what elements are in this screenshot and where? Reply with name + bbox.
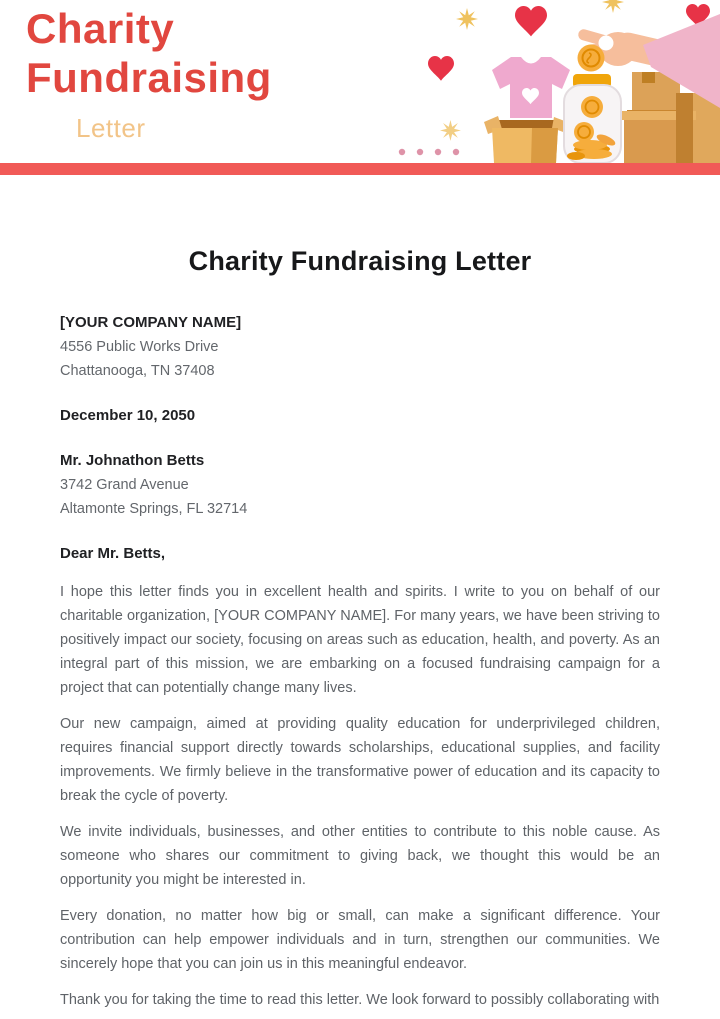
brand-title-line2: Fundraising bbox=[26, 54, 272, 101]
sender-name: [YOUR COMPANY NAME] bbox=[60, 314, 242, 331]
tshirt-icon bbox=[492, 57, 570, 118]
letter-body bbox=[0, 311, 720, 1012]
salutation: Dear Mr. Betts, bbox=[60, 545, 166, 562]
paragraph-1: I hope this letter finds you in excellent health and spirits. I write to you on behalf of our charitable organization, [YOUR COMPANY NAME]. For many years, we have been striving to positively impact our society, focusing on areas such as education, health, and poverty. As an integral part of this mission, we are embarking on a focused fundraising campaign for a project that can potentially change many lives. bbox=[60, 584, 660, 696]
recipient-name: Mr. Johnathon Betts bbox=[60, 452, 205, 469]
brand-subtitle: Letter bbox=[76, 113, 146, 143]
page-header bbox=[0, 0, 720, 175]
letter-document bbox=[0, 245, 720, 1012]
sparkle-icon bbox=[456, 8, 478, 30]
paragraph-4: Every donation, no matter how big or small, can make a significant difference. Your contribution can help empower individuals and in turn, strengthen our communities. We sincerely hope that you can join us in this meaningful endeavor. bbox=[60, 908, 660, 972]
coin-jar-icon bbox=[564, 74, 621, 163]
sender-address-line2: Chattanooga, TN 37408 bbox=[60, 363, 215, 379]
recipient-address-line2: Altamonte Springs, FL 32714 bbox=[60, 501, 248, 517]
header-divider-bar bbox=[0, 163, 720, 175]
recipient-address-line1: 3742 Grand Avenue bbox=[60, 477, 189, 493]
sender-address-line1: 4556 Public Works Drive bbox=[60, 339, 219, 355]
sender-address-block bbox=[60, 311, 660, 383]
sparkle-icon bbox=[602, 0, 624, 13]
heart-icon bbox=[515, 6, 547, 36]
heart-icon bbox=[428, 56, 454, 81]
paragraph-5: Thank you for taking the time to read this letter. We look forward to possibly collaborating with bbox=[60, 992, 660, 1008]
sparkle-icon bbox=[440, 120, 461, 141]
brand-title-line1: Charity bbox=[26, 5, 175, 52]
paragraph-3: We invite individuals, businesses, and other entities to contribute to this noble cause. As someone who shares our commitment to giving back, we thought this would be an opportunity you might be interested in. bbox=[60, 824, 660, 888]
letter-title: Charity Fundraising Letter bbox=[188, 246, 532, 276]
coin-icon bbox=[578, 45, 605, 72]
donation-box-icon bbox=[484, 116, 570, 163]
paragraph-2: Our new campaign, aimed at providing quality education for underprivileged children, requires financial support directly towards scholarships, educational supplies, and facility improvements. We firmly believe in the transformative power of education and its capacity to break the cycle of poverty. bbox=[60, 716, 660, 804]
letter-date: December 10, 2050 bbox=[60, 407, 196, 424]
dots-decoration bbox=[399, 149, 459, 155]
recipient-address-block bbox=[60, 449, 660, 521]
charity-donation-illustration bbox=[380, 0, 720, 163]
brand-title bbox=[26, 4, 272, 102]
